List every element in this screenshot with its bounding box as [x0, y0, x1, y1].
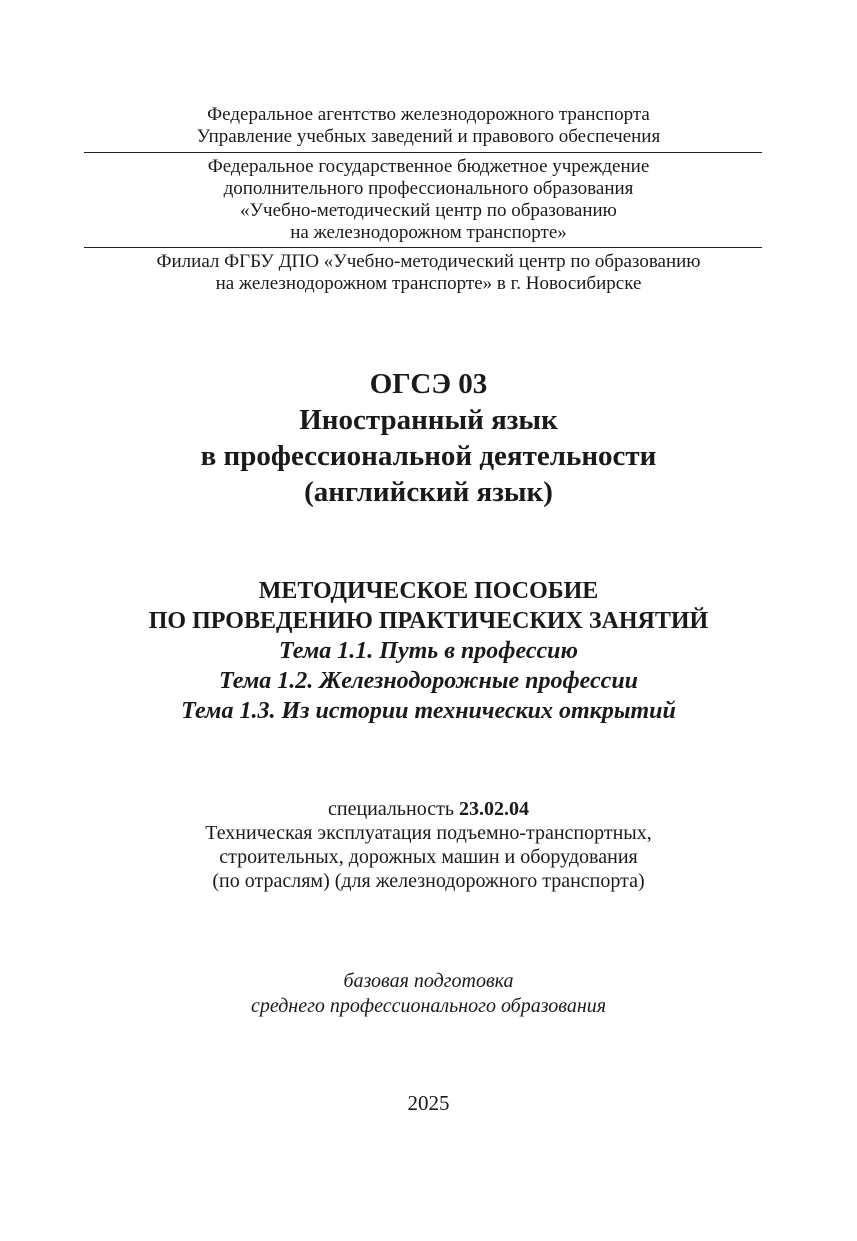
- training-level-line: базовая подготовка: [343, 970, 514, 992]
- header-divider: [84, 152, 762, 153]
- institution-line: Федеральное государственное бюджетное учреждение: [207, 156, 650, 177]
- course-code: ОГСЭ 03: [369, 368, 488, 400]
- topic-line: Тема 1.2. Железнодорожные профессии: [218, 668, 639, 694]
- institution-line: дополнительного профессионального образования: [223, 178, 634, 199]
- header-divider: [84, 247, 762, 248]
- course-title-line: (английский язык): [304, 476, 553, 508]
- course-title: [0, 366, 857, 510]
- manual-title: [0, 576, 857, 726]
- institution-line: «Учебно-методический центр по образованию: [240, 200, 617, 221]
- specialty-prefix: специальность: [328, 798, 454, 820]
- agency-line: Управление учебных заведений и правового обеспечения: [196, 126, 661, 147]
- branch-line: на железнодорожном транспорте» в г. Новосибирске: [215, 273, 642, 294]
- training-level-line: среднего профессионального образования: [250, 995, 607, 1017]
- course-title-line: в профессиональной деятельности: [200, 440, 657, 472]
- course-title-line: Иностранный язык: [299, 404, 558, 436]
- manual-title-line: ПО ПРОВЕДЕНИЮ ПРАКТИЧЕСКИХ ЗАНЯТИЙ: [148, 608, 709, 634]
- specialty-code: 23.02.04: [458, 798, 529, 820]
- agency-line: Федеральное агентство железнодорожного транспорта: [207, 104, 650, 125]
- specialty-block: [0, 797, 857, 893]
- specialty-heading: [0, 797, 857, 821]
- institution-line: на железнодорожном транспорте»: [290, 222, 567, 243]
- specialty-line: Техническая эксплуатация подъемно-транспортных,: [205, 822, 652, 844]
- branch-header: [0, 251, 857, 295]
- topic-line: Тема 1.1. Путь в профессию: [278, 638, 578, 664]
- training-level: [0, 969, 857, 1019]
- publication-year: 2025: [407, 1091, 450, 1115]
- topic-line: Тема 1.3. Из истории технических открытий: [181, 698, 676, 724]
- branch-line: Филиал ФГБУ ДПО «Учебно-методический центр по образованию: [156, 251, 701, 272]
- specialty-line: строительных, дорожных машин и оборудования: [219, 846, 638, 868]
- institution-header: [0, 156, 857, 244]
- agency-header: [0, 104, 857, 148]
- manual-title-line: МЕТОДИЧЕСКОЕ ПОСОБИЕ: [258, 578, 599, 604]
- specialty-line: (по отраслям) (для железнодорожного транспорта): [212, 870, 645, 892]
